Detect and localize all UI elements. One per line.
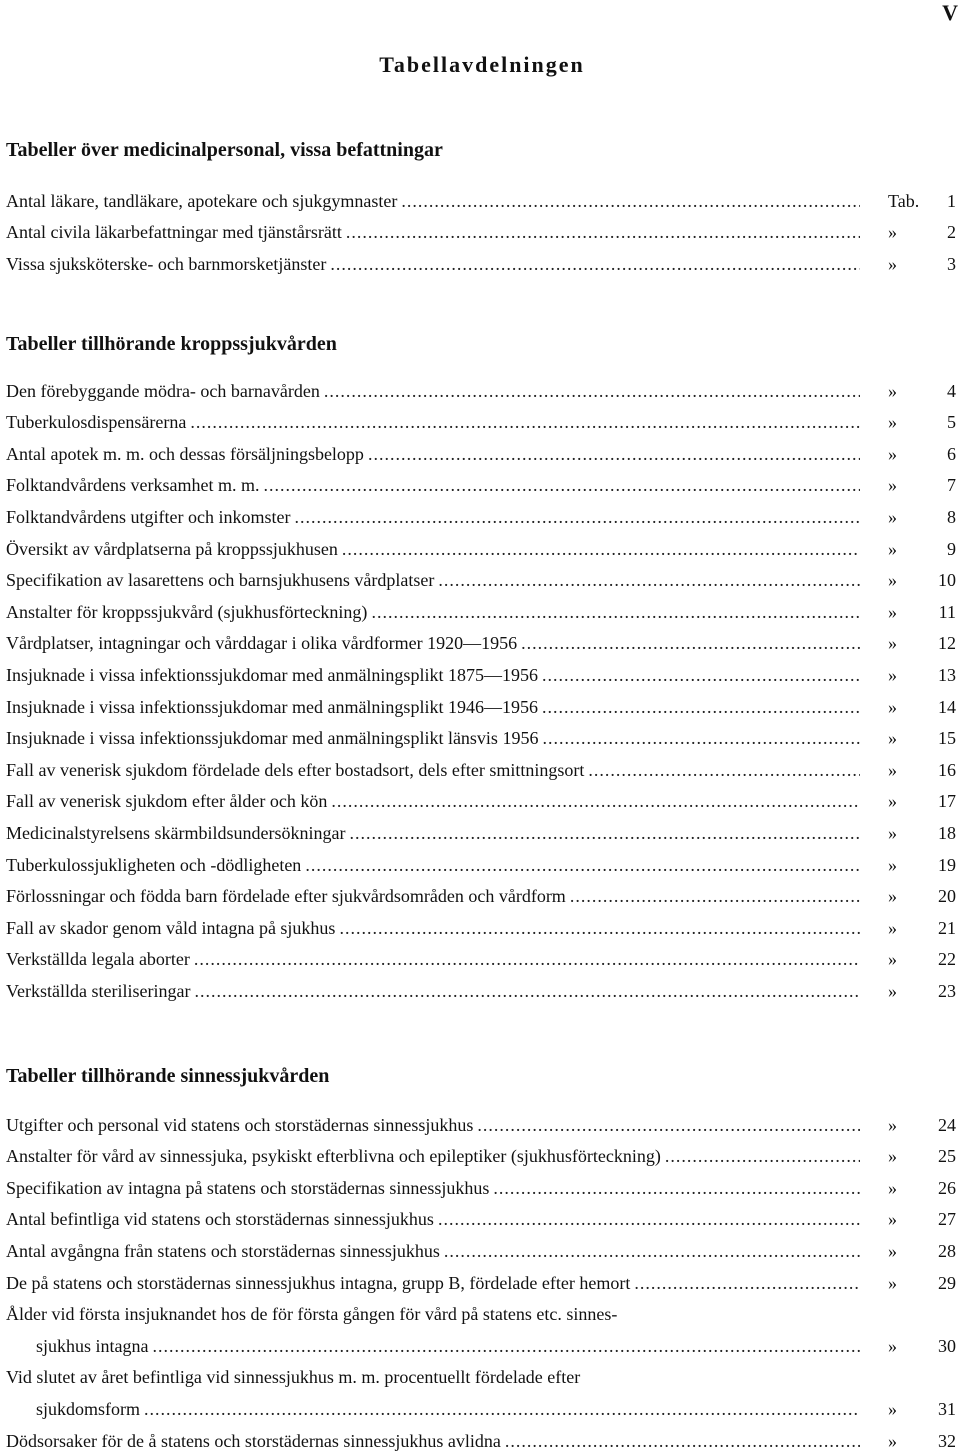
entry-label-continuation: sjukhus intagna [36, 1335, 149, 1356]
toc-entry[interactable] [6, 528, 956, 560]
dot-leader [324, 380, 860, 402]
table-ref: » 17 [888, 791, 956, 812]
entry-label: Anstalter för kroppssjukvård (sjukhusförteckning) [6, 601, 368, 622]
toc-entry[interactable] [6, 844, 956, 876]
entry-label: Vårdplatser, intagningar och vårddagar i olika vårdformer 1920—1956 [6, 633, 518, 654]
toc-entry[interactable] [6, 465, 956, 497]
dot-leader [438, 569, 860, 591]
dot-leader [521, 632, 860, 654]
dot-leader [505, 1430, 860, 1452]
entry-label: Antal civila läkarbefattningar med tjänstårsrätt [6, 222, 342, 243]
entry-label: Folktandvårdens verksamhet m. m. [6, 475, 260, 496]
dot-leader [339, 917, 860, 939]
dot-leader [542, 727, 860, 749]
table-ref: » 8 [888, 506, 956, 527]
table-ref: » 5 [888, 412, 956, 433]
dot-leader [331, 790, 860, 812]
toc-entry[interactable] [6, 1199, 956, 1231]
dot-leader [194, 948, 860, 970]
toc-entry[interactable] [6, 686, 956, 718]
page-number: V [942, 0, 958, 25]
toc-entry[interactable] [6, 1136, 956, 1168]
table-ref: » 23 [888, 980, 956, 1001]
table-ref: » 12 [888, 633, 956, 654]
entry-label: Vissa sjuksköterske- och barnmorsketjänster [6, 253, 327, 274]
dot-leader [153, 1335, 861, 1357]
entry-label: De på statens och storstädernas sinnessjukhus intagna, grupp B, fördelade efter hemort [6, 1272, 631, 1293]
entry-label-continuation: sjukdomsform [36, 1398, 141, 1419]
table-ref: » 15 [888, 728, 956, 749]
table-ref: » 24 [888, 1114, 956, 1135]
dot-leader [570, 885, 860, 907]
toc-entry[interactable] [6, 876, 956, 908]
entry-label: Folktandvårdens utgifter och inkomster [6, 506, 291, 527]
toc-entry[interactable] [6, 812, 956, 844]
dot-leader [194, 980, 860, 1002]
toc-entry[interactable] [6, 749, 956, 781]
table-ref: » 7 [888, 475, 956, 496]
entry-label: Fall av skador genom våld intagna på sjukhus [6, 917, 336, 938]
dot-leader [634, 1272, 860, 1294]
dot-leader [263, 474, 860, 496]
entry-label: Ålder vid första insjuknandet hos de för första gången för vård på statens etc. sinnes- [6, 1304, 618, 1325]
toc-entry[interactable] [6, 1230, 956, 1262]
entry-label: Verkställda steriliseringar [6, 980, 191, 1001]
dot-leader [368, 443, 860, 465]
entry-label: Utgifter och personal vid statens och storstädernas sinnessjukhus [6, 1114, 474, 1135]
table-ref: » 20 [888, 886, 956, 907]
toc-entry[interactable] [6, 370, 956, 402]
entry-label: Insjuknade i vissa infektionssjukdomar med anmälningsplikt länsvis 1956 [6, 728, 539, 749]
entry-label: Tuberkulosdispensärerna [6, 412, 187, 433]
toc-entry[interactable] [6, 623, 956, 655]
toc-entry[interactable] [6, 1357, 956, 1420]
table-ref: Tab. 1 [888, 190, 956, 211]
dot-leader [588, 759, 860, 781]
table-ref: » 28 [888, 1240, 956, 1261]
entry-label: Tuberkulossjukligheten och -dödligheten [6, 854, 302, 875]
entry-label: Specifikation av lasarettens och barnsjukhusens vårdplatser [6, 570, 435, 591]
entry-label: Fall av venerisk sjukdom fördelade dels efter bostadsort, dels efter smittningsort [6, 759, 585, 780]
table-ref: » 25 [888, 1146, 956, 1167]
page-title: Tabellavdelningen [379, 52, 585, 77]
dot-leader [294, 506, 860, 528]
table-ref: » 30 [888, 1335, 956, 1356]
table-ref: » 21 [888, 917, 956, 938]
entry-label: Antal läkare, tandläkare, apotekare och sjukgymnaster [6, 190, 398, 211]
table-ref: » 3 [888, 253, 956, 274]
dot-leader [144, 1398, 860, 1420]
entry-label: Den förebyggande mödra- och barnavården [6, 380, 320, 401]
dot-leader [477, 1114, 860, 1136]
toc-entry[interactable] [6, 1294, 956, 1357]
toc-entry[interactable] [6, 591, 956, 623]
table-ref: » 13 [888, 664, 956, 685]
table-ref: » 6 [888, 443, 956, 464]
table-ref: » 2 [888, 222, 956, 243]
entry-label: Översikt av vårdplatserna på kroppssjukhusen [6, 538, 338, 559]
entry-label: Antal apotek m. m. och dessas försäljningsbelopp [6, 443, 364, 464]
toc-entry[interactable] [6, 1104, 956, 1136]
section-heading-medicinalpersonal: Tabeller över medicinalpersonal, vissa befattningar [6, 139, 443, 161]
toc-entry[interactable] [6, 243, 956, 275]
section-entries-sinnessjukvarden [6, 1104, 956, 1452]
toc-entry[interactable] [6, 1262, 956, 1294]
toc-entry[interactable] [6, 433, 956, 465]
toc-entry[interactable] [6, 781, 956, 813]
toc-entry[interactable] [6, 180, 956, 212]
entry-label: Verkställda legala aborter [6, 949, 190, 970]
entry-label: Antal avgångna från statens och storstädernas sinnessjukhus [6, 1240, 440, 1261]
entry-label: Medicinalstyrelsens skärmbildsundersökningar [6, 822, 346, 843]
toc-entry[interactable] [6, 496, 956, 528]
dot-leader [401, 190, 860, 212]
section-heading-kroppssjukvarden: Tabeller tillhörande kroppssjukvården [6, 333, 337, 355]
table-ref: » 32 [888, 1430, 956, 1451]
toc-entry[interactable] [6, 970, 956, 1002]
section-entries-kroppssjukvarden [6, 370, 956, 1002]
dot-leader [665, 1145, 860, 1167]
table-ref: » 4 [888, 380, 956, 401]
dot-leader [190, 411, 860, 433]
dot-leader [444, 1240, 860, 1262]
table-ref: » 22 [888, 949, 956, 970]
table-ref: » 9 [888, 538, 956, 559]
entry-label: Insjuknade i vissa infektionssjukdomar med anmälningsplikt 1946—1956 [6, 696, 538, 717]
dot-leader [542, 664, 860, 686]
dot-leader [346, 221, 860, 243]
entry-label: Anstalter för vård av sinnessjuka, psykiskt efterblivna och epileptiker (sjukhusförteckning) [6, 1146, 661, 1167]
toc-entry[interactable] [6, 1420, 956, 1452]
entry-label: Antal befintliga vid statens och storstädernas sinnessjukhus [6, 1209, 434, 1230]
dot-leader [438, 1208, 860, 1230]
toc-entry[interactable] [6, 654, 956, 686]
toc-entry[interactable] [6, 560, 956, 592]
toc-entry[interactable] [6, 718, 956, 750]
table-ref: » 10 [888, 570, 956, 591]
table-ref: » 16 [888, 759, 956, 780]
section-heading-sinnessjukvarden: Tabeller tillhörande sinnessjukvården [6, 1065, 330, 1087]
dot-leader [342, 538, 860, 560]
entry-label: Fall av venerisk sjukdom efter ålder och kön [6, 791, 328, 812]
table-ref: » 14 [888, 696, 956, 717]
entry-label: Vid slutet av året befintliga vid sinnessjukhus m. m. procentuellt fördelade efter [6, 1367, 581, 1388]
dot-leader [330, 253, 860, 275]
dot-leader [542, 696, 860, 718]
table-ref: » 29 [888, 1272, 956, 1293]
toc-entry[interactable] [6, 402, 956, 434]
toc-entry[interactable] [6, 939, 956, 971]
toc-entry[interactable] [6, 907, 956, 939]
section-entries-medicinalpersonal [6, 180, 956, 275]
dot-leader [349, 822, 860, 844]
toc-entry[interactable] [6, 212, 956, 244]
table-ref: » 26 [888, 1177, 956, 1198]
table-ref: » 27 [888, 1209, 956, 1230]
table-ref: » 18 [888, 822, 956, 843]
entry-label: Specifikation av intagna på statens och storstädernas sinnessjukhus [6, 1177, 490, 1198]
dot-leader [305, 854, 860, 876]
table-ref: » 19 [888, 854, 956, 875]
entry-label: Insjuknade i vissa infektionssjukdomar med anmälningsplikt 1875—1956 [6, 664, 538, 685]
table-ref: » 31 [888, 1398, 956, 1419]
entry-label: Förlossningar och födda barn fördelade efter sjukvårdsområden och vårdform [6, 886, 566, 907]
dot-leader [493, 1177, 860, 1199]
dot-leader [371, 601, 860, 623]
entry-label: Dödsorsaker för de å statens och storstädernas sinnessjukhus avlidna [6, 1430, 501, 1451]
toc-entry[interactable] [6, 1167, 956, 1199]
table-ref: » 11 [888, 601, 956, 622]
